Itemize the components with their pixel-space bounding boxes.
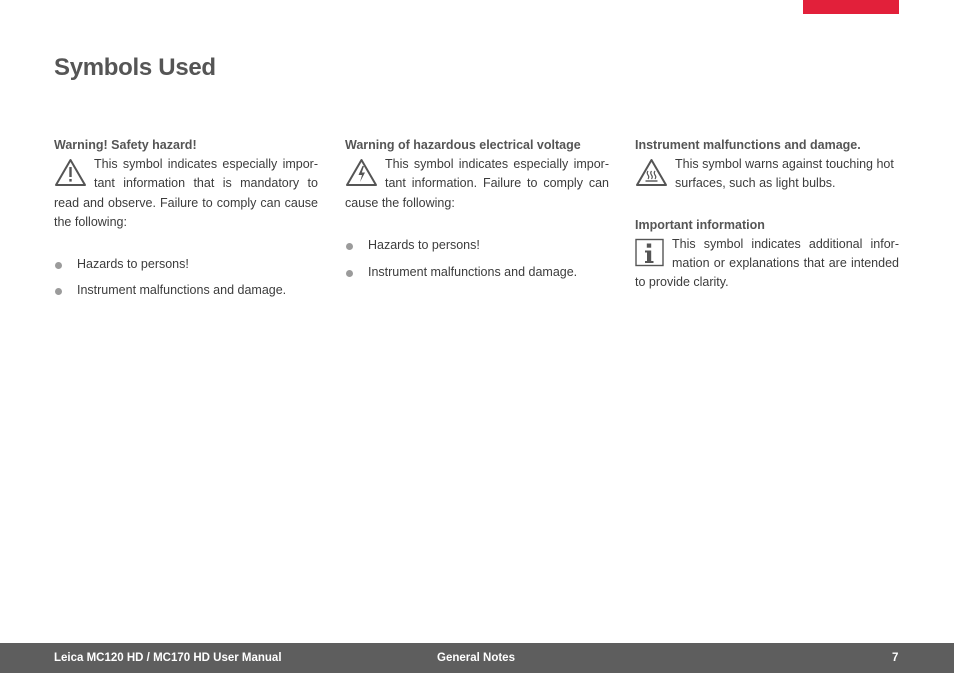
footer-manual-title: Leica MC120 HD / MC170 HD User Manual bbox=[54, 652, 282, 664]
bullet-icon bbox=[346, 243, 353, 250]
section-heading: Important information bbox=[635, 217, 765, 232]
section-text: This symbol warns against touching hot surfaces, such as light bulbs. bbox=[675, 157, 894, 191]
section-text: This symbol indicates especially impor-tant information. Failure to comply can cause the following: bbox=[345, 157, 609, 210]
safety-hazard-section bbox=[54, 136, 318, 300]
page-title: Symbols Used bbox=[54, 54, 216, 81]
electrical-voltage-section bbox=[345, 136, 609, 282]
warning-triangle-exclamation-icon bbox=[54, 158, 87, 189]
section-heading: Warning of hazardous electrical voltage bbox=[345, 138, 581, 152]
list-item: Instrument malfunctions and damage. bbox=[345, 263, 609, 282]
section-text: This symbol indicates especially impor-tant information that is mandatory to read and observe. Failure to comply can cause the following: bbox=[54, 157, 318, 229]
bullet-icon bbox=[55, 262, 62, 269]
section-heading: Instrument malfunctions and damage. bbox=[635, 138, 861, 152]
page-footer bbox=[0, 643, 954, 673]
bullet-icon bbox=[55, 288, 62, 295]
bullet-list bbox=[345, 236, 609, 282]
important-information-section bbox=[635, 216, 899, 293]
section-heading: Warning! Safety hazard! bbox=[54, 138, 197, 152]
bullet-list bbox=[54, 255, 318, 300]
list-item: Instrument malfunctions and damage. bbox=[54, 281, 318, 300]
warning-triangle-lightning-icon bbox=[345, 158, 378, 189]
hot-surface-section bbox=[635, 136, 899, 292]
bullet-icon bbox=[346, 270, 353, 277]
warning-triangle-hot-surface-icon bbox=[635, 158, 668, 189]
footer-chapter: General Notes bbox=[437, 652, 515, 664]
information-icon bbox=[635, 238, 665, 269]
list-item: Hazards to persons! bbox=[345, 236, 609, 263]
list-item: Hazards to persons! bbox=[54, 255, 318, 281]
page-number: 7 bbox=[892, 652, 899, 664]
section-text: This symbol indicates additional infor-mation or explanations that are intended to provide clarity. bbox=[635, 236, 899, 290]
red-tab-marker bbox=[803, 0, 899, 14]
